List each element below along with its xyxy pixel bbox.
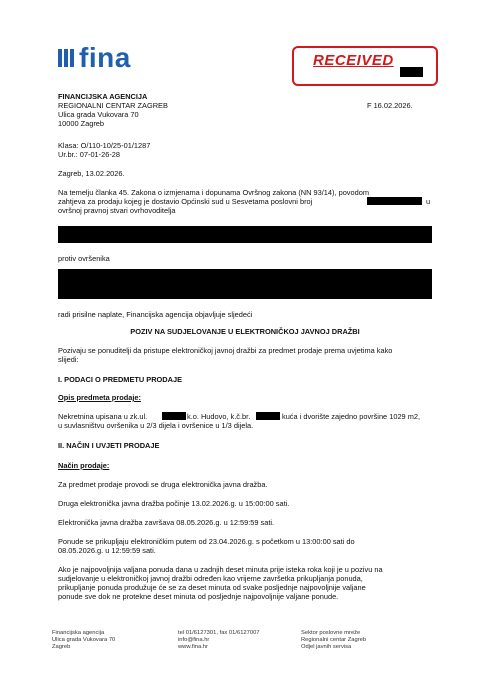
property-line-2: u suvlasništvu ovršenika u 2/3 dijela i ovršenice u 1/3 dijela. xyxy=(58,421,254,430)
footer-phone: tel 01/6127301, fax 01/6127007 xyxy=(178,630,260,636)
reference-date: F 16.02.2026. xyxy=(367,101,413,110)
section-1-heading: I. PODACI O PREDMETU PRODAJE xyxy=(58,375,183,384)
city-address: 10000 Zagreb xyxy=(58,119,105,128)
logo-text: fina xyxy=(79,42,131,73)
extension-line-1: Ako je najpovoljnija valjana ponuda dana u zadnjih deset minuta prije isteka roka koji je u pozivu na xyxy=(58,565,383,574)
footer-col-3 xyxy=(301,630,366,651)
property-line-1c: kuća i dvorište zajedno površine 1029 m2, xyxy=(282,412,421,421)
klasa: Klasa: O/110-10/25-01/1287 xyxy=(58,141,151,150)
invite-line-1: Pozivaju se ponuditelji da pristupe elektroničkoj javnoj dražbi za predmet prodaje prema uvjetima kako xyxy=(58,346,393,355)
redaction-bar xyxy=(400,67,423,77)
footer-col-2 xyxy=(178,630,260,651)
section-1-subheading: Opis predmeta prodaje: xyxy=(58,393,141,402)
logo-bars-icon xyxy=(58,49,74,67)
footer-col-1 xyxy=(52,630,115,651)
section-2-heading: II. NAČIN I UVJETI PRODAJE xyxy=(58,441,160,450)
footer-street: Ulica grada Vukovara 70 xyxy=(52,637,116,643)
footer-department: Odjel javnih servisa xyxy=(301,644,352,650)
property-line-1b: k.o. Hudovo, k.č.br. xyxy=(187,412,251,421)
sale-method: Za predmet prodaje provodi se druga elektronička javna dražba. xyxy=(58,480,268,489)
redaction-bar xyxy=(256,412,280,420)
regional-center: REGIONALNI CENTAR ZAGREB xyxy=(58,101,168,110)
redaction-bar xyxy=(162,412,186,420)
property-line-1a: Nekretnina upisana u zk.ul. xyxy=(58,412,148,421)
redaction-bar xyxy=(367,197,422,205)
intro-line-2: zahtjeva za prodaju kojeg je dostavio Općinski sud u Sesvetama poslovni broj xyxy=(58,197,313,206)
date-line: Zagreb, 13.02.2026. xyxy=(58,169,125,178)
footer-website[interactable]: www.fina.hr xyxy=(178,644,208,650)
bids-line-2: 08.05.2026.g. u 12:59:59 sati. xyxy=(58,546,156,555)
fina-logo xyxy=(58,44,131,72)
invite-line-2: slijedi: xyxy=(58,355,79,364)
redaction-bar xyxy=(58,226,432,243)
received-stamp-text: RECEIVED xyxy=(313,52,394,69)
footer-city: Zagreb xyxy=(52,644,71,650)
extension-line-3: prikupljanje ponuda produžuje će se za deset minuta od svake posljednje najpovoljnije valjane xyxy=(58,583,366,592)
collection-line: radi prisilne naplate, Financijska agencija objavljuje sljedeći xyxy=(58,310,253,319)
auction-end: Elektronička javna dražba završava 08.05.2026.g. u 12:59:59 sati. xyxy=(58,518,275,527)
intro-line-1: Na temelju članka 45. Zakona o izmjenama i dopunama Ovršnog zakona (NN 93/14), povodom xyxy=(58,188,369,197)
agency-name: FINANCIJSKA AGENCIJA xyxy=(58,92,148,101)
urbr: Ur.br.: 07-01-26-28 xyxy=(58,150,121,159)
footer-sector: Sektor poslovne mreže xyxy=(301,630,361,636)
document-title: POZIV NA SUDJELOVANJE U ELEKTRONIČKOJ JAVNOJ DRAŽBI xyxy=(130,327,360,336)
intro-line-3: ovršnoj pravnoj stvari ovrhovoditelja xyxy=(58,206,176,215)
footer-email[interactable]: info@fina.hr xyxy=(178,637,210,643)
against-line: protiv ovršenika xyxy=(58,254,110,263)
street-address: Ulica grada Vukovara 70 xyxy=(58,110,139,119)
footer-center: Regionalni centar Zagreb xyxy=(301,637,367,643)
auction-start: Druga elektronička javna dražba počinje 13.02.2026.g. u 15:00:00 sati. xyxy=(58,499,290,508)
redaction-bar xyxy=(58,269,432,299)
extension-line-4: ponude sve dok ne protekne deset minuta od posljednje najpovoljnije valjane ponude. xyxy=(58,592,339,601)
intro-line-2-end: u xyxy=(426,197,431,206)
bids-line-1: Ponude se prikupljaju elektroničkim putem od 23.04.2026.g. s početkom u 13:00:00 sati do xyxy=(58,537,355,546)
footer-company: Financijska agencija xyxy=(52,630,105,636)
section-2-subheading: Način prodaje: xyxy=(58,461,110,470)
extension-line-2: sudjelovanje u elektroničkoj javnoj dražbi određen kao vrijeme završetka prikupljanja ponuda, xyxy=(58,574,363,583)
